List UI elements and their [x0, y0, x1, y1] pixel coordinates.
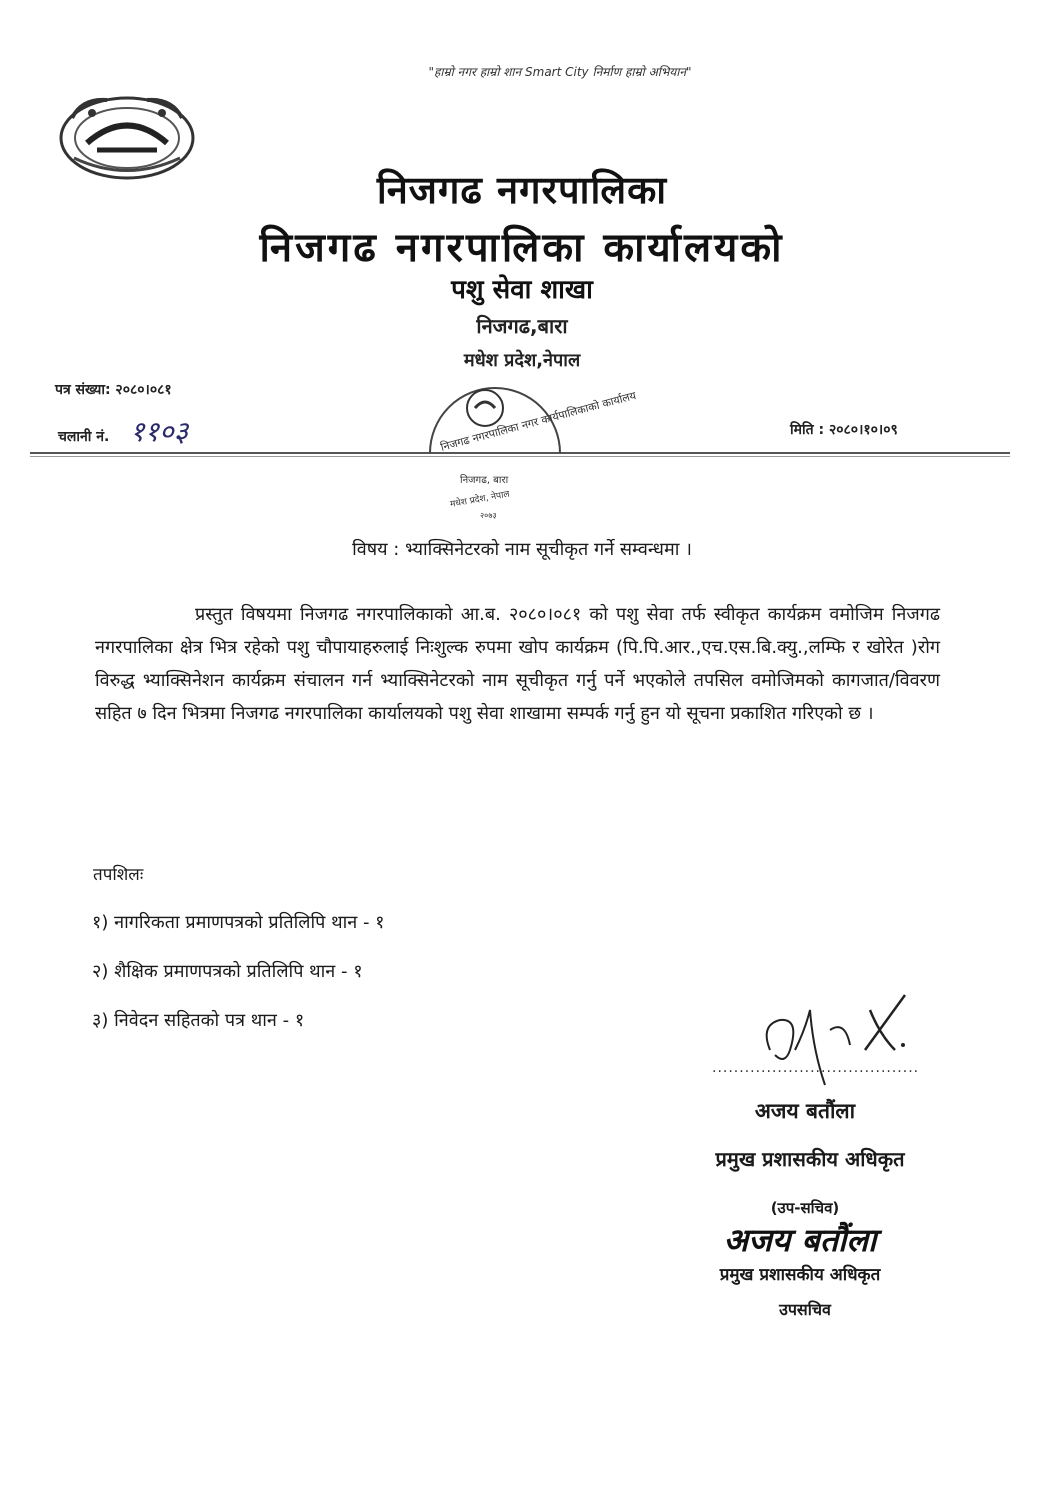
svg-text:निजगढ नगरपालिका नगर कार्यपालिक: निजगढ नगरपालिका नगर कार्यपालिकाको कार्यालय [439, 389, 638, 454]
svg-text:मधेश प्रदेश, नेपाल: मधेश प्रदेश, नेपाल [449, 489, 511, 510]
notice-body: प्रस्तुत विषयमा निजगढ नगरपालिकाको आ.ब. २०८०।०८१ को पशु सेवा तर्फ स्वीकृत कार्यक्रम वमोजिम निजगढ नगरपालिका क्षेत्र भित्र रहेको पशु चौपायाहरुलाई निःशुल्क रुपमा खोप कार्यक्रम (पि.पि.आर.,एच.एस.बि.क्यु.,लम्फि र खोरेत )रोग विरुद्ध भ्याक्सिनेशन कार्यक्रम संचालन गर्न भ्याक्सिनेटरको नाम सूचीकृत गर्नु पर्ने भएकोले तपसिल वमोजिमको कागजात/विवरण सहित ७ दिन भित्रमा निजगढ नगरपालिका कार्यालयको पशु सेवा शाखामा सम्पर्क गर्नु हुन यो सूचना प्रकाशित गरिएको छ । [95, 604, 940, 724]
stamp-name: अजय बतौंला [723, 1221, 877, 1259]
slogan: "हाम्रो नगर हाम्रो शान Smart City निर्माण हाम्रो अभियान" [428, 65, 692, 79]
signatory-title: प्रमुख प्रशासकीय अधिकृत [715, 1147, 905, 1171]
date: मिति : २०८०।१०।०९ [790, 422, 898, 438]
municipality-name: निजगढ नगरपालिका [376, 168, 668, 212]
office-seal-icon [410, 378, 638, 528]
signatory-name: अजय बतौंला [754, 1099, 856, 1123]
stamp-subtitle: उपसचिव [779, 1300, 831, 1319]
office-name: निजगढ नगरपालिका कार्यालयको [259, 225, 785, 271]
list-item: २) शैक्षिक प्रमाणपत्रको प्रतिलिपि थान - १ [92, 961, 363, 982]
signature-line: ...................................... [712, 1060, 920, 1076]
svg-text:२०७३: २०७३ [480, 511, 497, 520]
stamp-title: प्रमुख प्रशासकीय अधिकृत [719, 1265, 881, 1285]
location: निजगढ,बारा [476, 314, 568, 338]
list-item: ३) निवेदन सहितको पत्र थान - १ [92, 1010, 305, 1031]
details-heading: तपशिलः [93, 865, 144, 885]
handwritten-signature-icon [755, 990, 915, 1100]
section-name: पशु सेवा शाखा [451, 275, 593, 305]
stamp-rank: (उप-सचिव) [770, 1199, 840, 1217]
dispatch-number: ११०३ [130, 415, 189, 448]
dispatch-label: चलानी नं. [58, 429, 110, 445]
svg-text:निजगढ, बारा: निजगढ, बारा [460, 475, 509, 486]
letter-number: पत्र संख्या: २०८०।०८१ [55, 382, 172, 398]
list-item: १) नागरिकता प्रमाणपत्रको प्रतिलिपि थान - १ [92, 912, 385, 933]
province: मधेश प्रदेश,नेपाल [463, 350, 581, 371]
subject-line: विषय : भ्याक्सिनेटरको नाम सूचीकृत गर्ने सम्वन्धमा । [352, 539, 692, 560]
